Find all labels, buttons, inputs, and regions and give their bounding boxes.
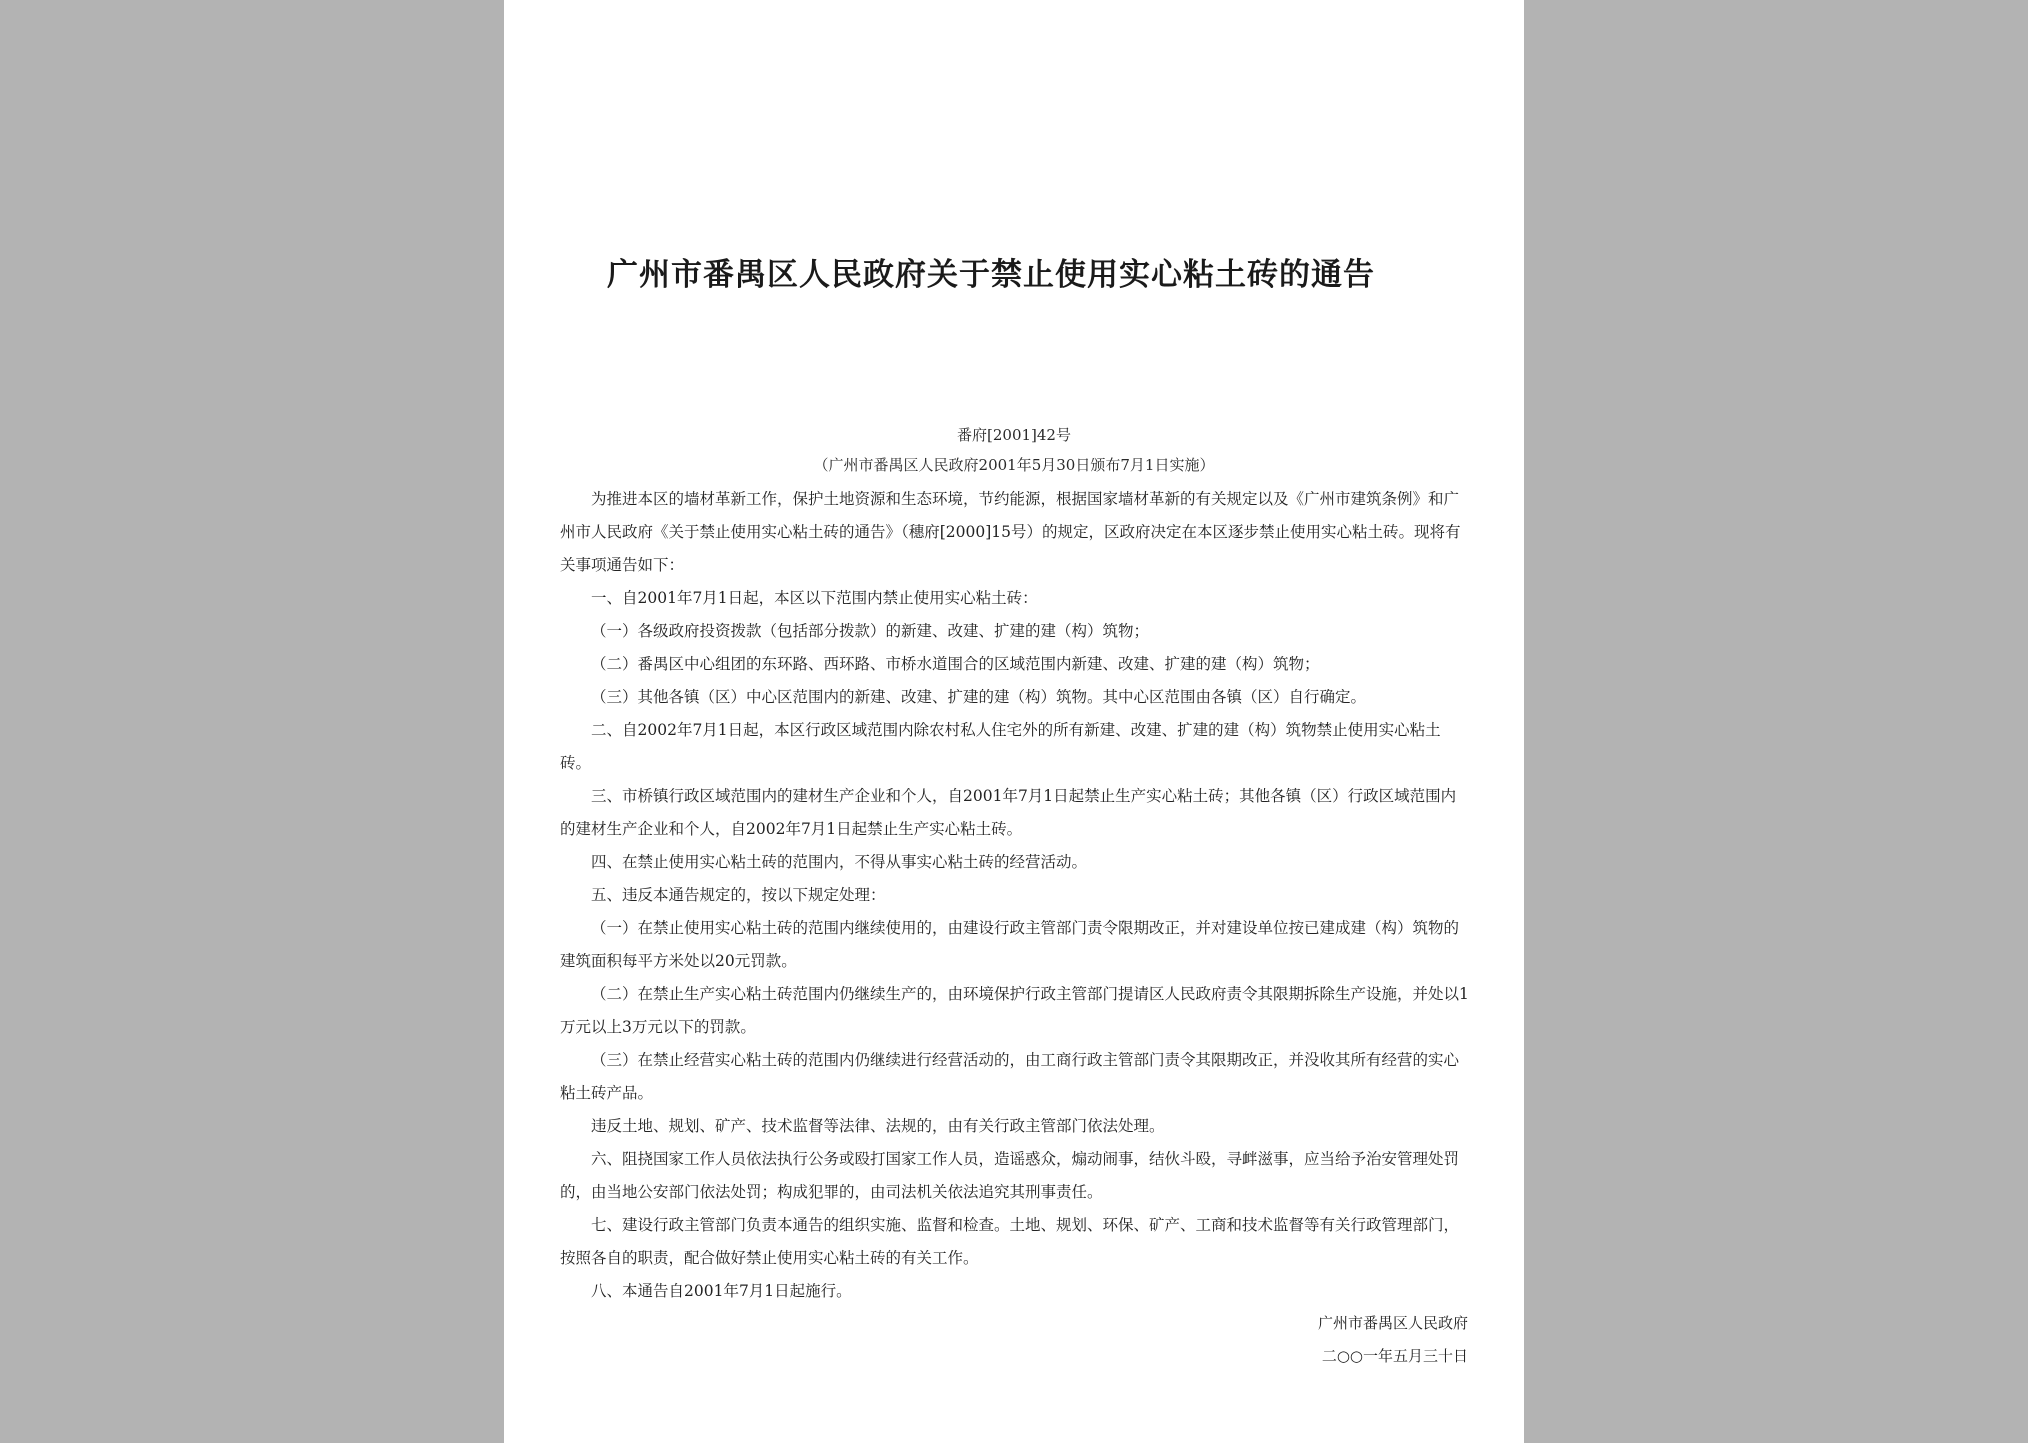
issue-note: （广州市番禺区人民政府2001年5月30日颁布7月1日实施） <box>813 456 1215 474</box>
paragraph: 二、自2002年7月1日起，本区行政区域范围内除农村私人住宅外的所有新建、改建、扩建的建（构）筑物禁止使用实心粘土砖。 <box>560 721 1441 772</box>
paragraph: 三、市桥镇行政区域范围内的建材生产企业和个人，自2001年7月1日起禁止生产实心粘土砖；其他各镇（区）行政区域范围内的建材生产企业和个人，自2002年7月1日起禁止生产实心粘土砖。 <box>560 787 1457 838</box>
paragraph: 五、违反本通告规定的，按以下规定处理： <box>591 886 886 904</box>
paragraph: （一）在禁止使用实心粘土砖的范围内继续使用的，由建设行政主管部门责令限期改正，并对建设单位按已建成建（构）筑物的建筑面积每平方米处以20元罚款。 <box>560 919 1460 970</box>
paragraph: 一、自2001年7月1日起，本区以下范围内禁止使用实心粘土砖： <box>591 589 1038 607</box>
paragraph: （二）番禺区中心组团的东环路、西环路、市桥水道围合的区域范围内新建、改建、扩建的建（构）筑物； <box>591 655 1320 673</box>
paragraph: 四、在禁止使用实心粘土砖的范围内，不得从事实心粘土砖的经营活动。 <box>591 853 1088 871</box>
paragraph: （三）在禁止经营实心粘土砖的范围内仍继续进行经营活动的，由工商行政主管部门责令其限期改正，并没收其所有经营的实心粘土砖产品。 <box>560 1051 1460 1102</box>
paragraph: 六、阻挠国家工作人员依法执行公务或殴打国家工作人员，造谣惑众，煽动闹事，结伙斗殴，寻衅滋事，应当给予治安管理处罚的，由当地公安部门依法处罚；构成犯罪的，由司法机关依法追究其刑事责任。 <box>560 1150 1460 1201</box>
paragraph: （一）各级政府投资拨款（包括部分拨款）的新建、改建、扩建的建（构）筑物； <box>591 622 1150 640</box>
document-number: 番府[2001]42号 <box>957 426 1071 444</box>
paragraph: 七、建设行政主管部门负责本通告的组织实施、监督和检查。土地、规划、环保、矿产、工商和技术监督等有关行政管理部门，按照各自的职责，配合做好禁止使用实心粘土砖的有关工作。 <box>560 1216 1460 1267</box>
paragraph: （二）在禁止生产实心粘土砖范围内仍继续生产的，由环境保护行政主管部门提请区人民政府责令其限期拆除生产设施，并处以1万元以上3万元以下的罚款。 <box>560 985 1469 1036</box>
document-body <box>560 483 1470 1308</box>
document-title: 广州市番禺区人民政府关于禁止使用实心粘土砖的通告 <box>607 257 1375 293</box>
paragraph: 为推进本区的墙材革新工作，保护土地资源和生态环境，节约能源，根据国家墙材革新的有关规定以及《广州市建筑条例》和广州市人民政府《关于禁止使用实心粘土砖的通告》（穗府[2000]15号）的规定，区政府决定在本区逐步禁止使用实心粘土砖。现将有关事项通告如下： <box>560 490 1461 574</box>
document-page <box>504 0 1524 1443</box>
signature-organization: 广州市番禺区人民政府 <box>1317 1314 1468 1332</box>
paragraph: 八、本通告自2001年7月1日起施行。 <box>591 1282 852 1300</box>
paragraph: （三）其他各镇（区）中心区范围内的新建、改建、扩建的建（构）筑物。其中心区范围由各镇（区）自行确定。 <box>591 688 1367 706</box>
signature-date: 二○○一年五月三十日 <box>1321 1347 1468 1365</box>
paragraph: 违反土地、规划、矿产、技术监督等法律、法规的，由有关行政主管部门依法处理。 <box>591 1117 1165 1135</box>
